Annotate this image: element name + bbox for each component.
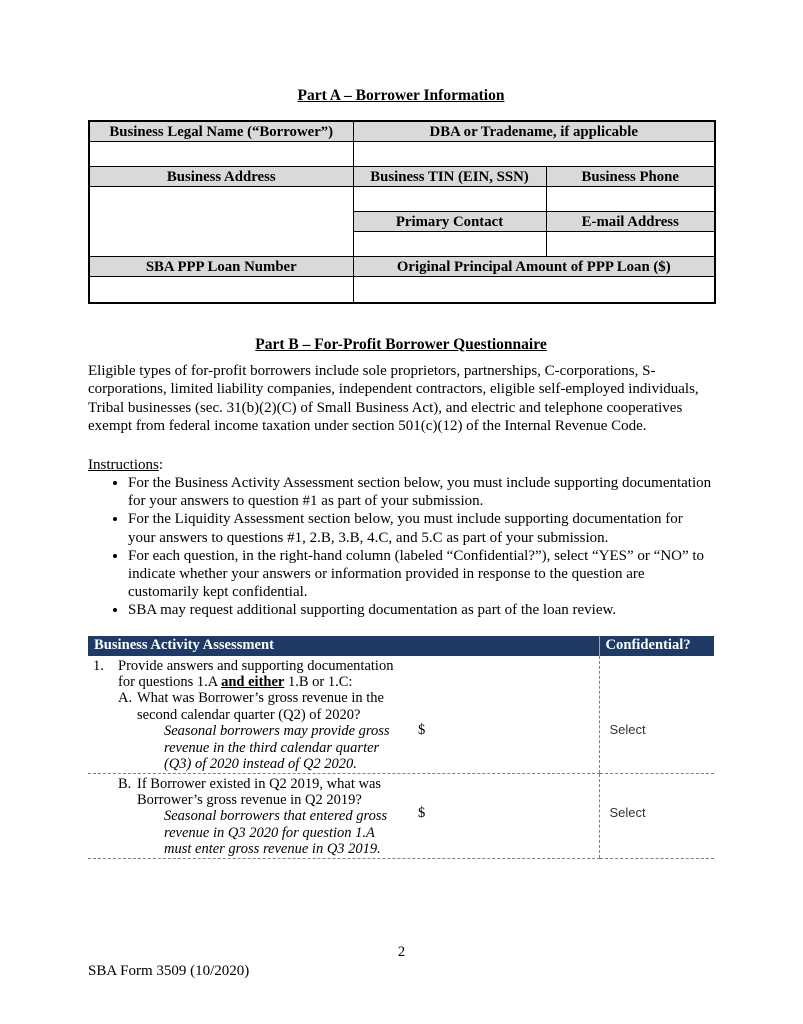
part-b-title-text: Part B – For-Profit Borrower Questionnaire bbox=[255, 336, 547, 353]
q1a-confidential-select[interactable]: Select bbox=[609, 721, 646, 737]
dba-header: DBA or Tradename, if applicable bbox=[353, 121, 715, 142]
subquestion-a-marker: A. bbox=[118, 690, 133, 707]
subquestion-b-marker: B. bbox=[118, 775, 132, 792]
instructions-label: Instructions bbox=[88, 456, 159, 473]
dollar-sign-label: $ bbox=[418, 721, 426, 738]
email-address-input[interactable] bbox=[546, 232, 715, 257]
question-1a-cell bbox=[88, 656, 599, 773]
subquestion-a-text: What was Borrower’s gross revenue in the bbox=[137, 690, 384, 707]
original-principal-input[interactable] bbox=[353, 277, 715, 304]
subquestion-b-note: Seasonal borrowers that entered gross revenue in Q3 2020 for question 1.A must enter gross revenue in Q3 2019. bbox=[164, 808, 388, 858]
business-tin-header: Business TIN (EIN, SSN) bbox=[353, 167, 546, 187]
business-phone-input[interactable] bbox=[546, 187, 715, 212]
question-number: 1. bbox=[93, 657, 104, 674]
subquestion-b-text: Borrower’s gross revenue in Q2 2019? bbox=[137, 791, 362, 808]
instructions-heading bbox=[88, 456, 714, 474]
eligibility-paragraph: Eligible types of for-profit borrowers include sole proprietors, partnerships, C-corporations, S-corporations, limited liability companies, independent contractors, eligible self-employed individuals, Tribal businesses (sec. 31(b)(2)(C) of Small Business Act), and electric and telephone cooperatives exempt from federal income taxation under section 501(c)(12) of the Internal Revenue Code. bbox=[88, 363, 699, 435]
instruction-item: • SBA may request additional supporting documentation as part of the loan review. bbox=[128, 601, 714, 619]
business-activity-assessment-table bbox=[88, 636, 714, 859]
confidential-column-header: Confidential? bbox=[599, 636, 714, 656]
question-1b-cell bbox=[88, 773, 599, 858]
instruction-item: • For the Liquidity Assessment section below, you must include supporting documentation for your answers to questions #1, 2.B, 3.B, 4.C, and 5.C as part of your submission. bbox=[128, 510, 714, 546]
original-principal-header: Original Principal Amount of PPP Loan ($) bbox=[353, 257, 715, 277]
instructions-colon: : bbox=[158, 456, 163, 473]
part-b-title bbox=[88, 335, 714, 354]
q1a-confidential-cell bbox=[599, 656, 714, 773]
q1b-confidential-cell bbox=[599, 773, 714, 858]
part-a-table bbox=[88, 120, 716, 304]
instructions-list bbox=[88, 474, 714, 620]
email-address-header: E-mail Address bbox=[546, 212, 715, 232]
instruction-item: • For the Business Activity Assessment section below, you must include supporting documentation for your answers to question #1 as part of your submission. bbox=[128, 474, 714, 510]
dollar-sign-label: $ bbox=[418, 804, 426, 821]
business-legal-name-header: Business Legal Name (“Borrower”) bbox=[89, 121, 353, 142]
business-address-header: Business Address bbox=[89, 167, 353, 187]
instruction-item: • For each question, in the right-hand column (labeled “Confidential?”), select “YES” or “NO” to indicate whether your answers or information provided in response to the question are customarily kept confidential. bbox=[128, 547, 714, 602]
part-a-title-text: Part A – Borrower Information bbox=[297, 87, 505, 104]
business-address-input[interactable] bbox=[89, 187, 353, 257]
business-legal-name-input[interactable] bbox=[89, 142, 353, 167]
subquestion-b-text: If Borrower existed in Q2 2019, what was bbox=[137, 775, 382, 792]
primary-contact-input[interactable] bbox=[353, 232, 546, 257]
page-content bbox=[88, 0, 714, 859]
part-a-title bbox=[88, 86, 714, 105]
sba-ppp-loan-number-input[interactable] bbox=[89, 277, 353, 304]
sba-ppp-loan-number-header: SBA PPP Loan Number bbox=[89, 257, 353, 277]
q1a-amount-field[interactable] bbox=[418, 722, 578, 738]
q1b-confidential-select[interactable]: Select bbox=[609, 804, 646, 820]
form-identifier: SBA Form 3509 (10/2020) bbox=[88, 963, 250, 979]
subquestion-a-text: second calendar quarter (Q2) of 2020? bbox=[137, 706, 361, 723]
and-either-emphasis: and either bbox=[221, 674, 285, 691]
subquestion-a-note: Seasonal borrowers may provide gross revenue in the third calendar quarter (Q3) of 2020 instead of Q2 2020. bbox=[164, 723, 390, 773]
question-number-spacer bbox=[93, 776, 118, 858]
question-1-line2: for questions 1.A and either 1.B or 1.C: bbox=[118, 674, 353, 691]
page-number: 2 bbox=[397, 944, 406, 960]
q1b-amount-field[interactable] bbox=[418, 805, 578, 821]
primary-contact-header: Primary Contact bbox=[353, 212, 546, 232]
business-tin-input[interactable] bbox=[353, 187, 546, 212]
dba-input[interactable] bbox=[353, 142, 715, 167]
assessment-section-header: Business Activity Assessment bbox=[88, 636, 599, 656]
business-phone-header: Business Phone bbox=[546, 167, 715, 187]
question-1-line1: Provide answers and supporting documentation bbox=[118, 657, 394, 674]
